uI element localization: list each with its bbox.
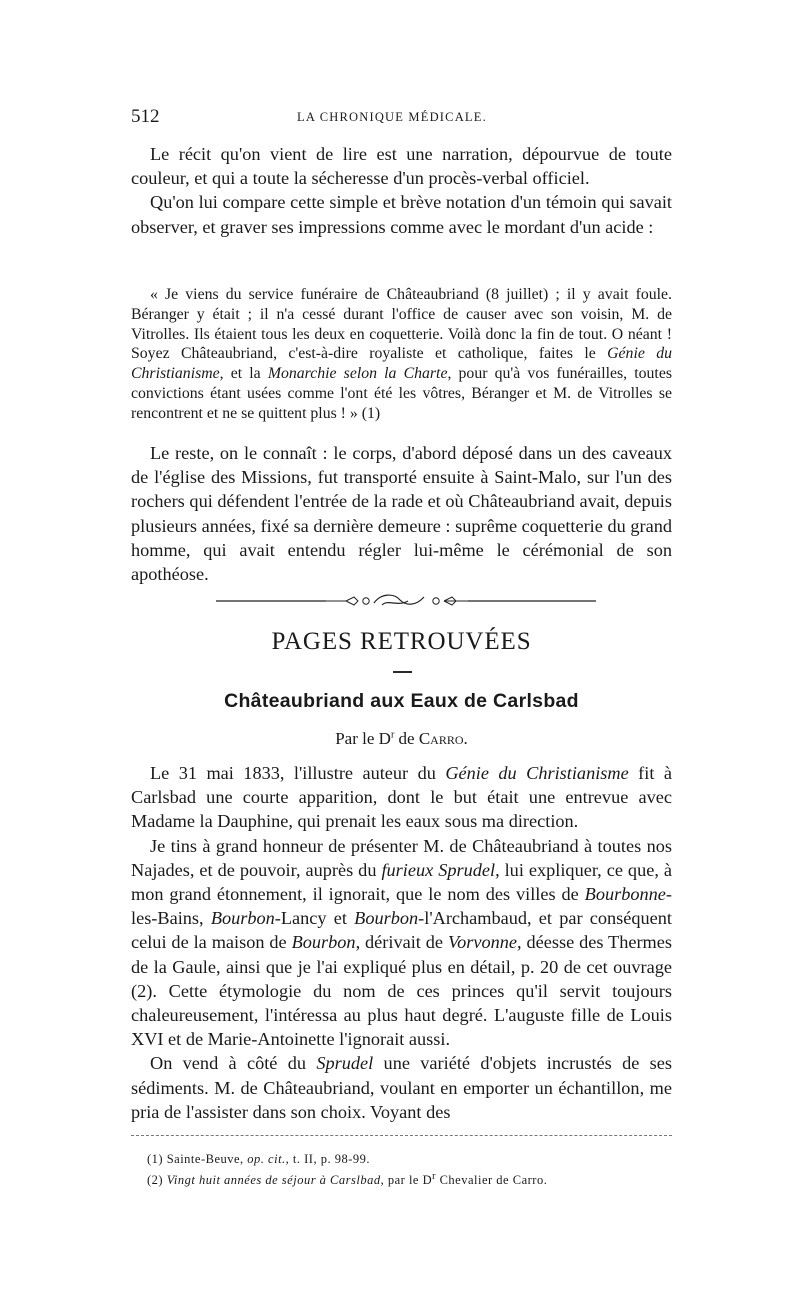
footnote-2-text-end: Chevalier de Carro.: [435, 1173, 548, 1188]
article-paragraph-1: [131, 761, 672, 834]
footnote-rule: [131, 1135, 672, 1136]
footnote-2: [147, 1168, 672, 1189]
section-title: PAGES RETROUVÉES: [271, 628, 532, 655]
quote-title-monarchie: Monarchie selon la Charte: [267, 365, 448, 383]
running-title: LA CHRONIQUE MÉDICALE.: [297, 110, 487, 124]
article-paragraph-3: [131, 1051, 672, 1124]
byline-author: Carro.: [418, 729, 468, 748]
footnote-2-text: , par le D: [380, 1173, 433, 1188]
byline-prefix: Par le D: [335, 729, 391, 748]
article-p2-italic-bourbon-2: Bourbon: [354, 908, 419, 929]
byline-mid: de: [394, 729, 419, 748]
article-p2-text-c: , lui expliquer, ce que, à mon grand étonnement, il ignorait, que le nom des villes de: [131, 859, 672, 905]
footnote-2-sup: r: [432, 1171, 436, 1182]
quote-text-3: , pour qu'à vos funérailles, toutes convictions étant usées comme l'ont été les vôtres, Béranger et M. de Vitrolles se rencontrent et ne se quittent plus ! » (1): [131, 365, 672, 422]
article-p2-italic-sprudel: furieux Sprudel: [381, 859, 496, 880]
article-p2-text-m: , déesse des Thermes de la Gaule, ainsi que je l'ai expliqué plus en détail, p. 20 de cet ouvrage (2). Cette étymologie du nom de ces princes qu'il servit toujours chaleureusement, l'intéressa au plus haut degré. L'auguste fille de Louis XVI et de Marie-Antoinette l'ignorait aussi.: [131, 932, 672, 1050]
intro-paragraph-2: Qu'on lui compare cette simple et brève notation d'un témoin qui savait observer, et graver ses impressions comme avec le mordant d'un acide :: [131, 192, 672, 237]
footnote-1-text-end: , t. II, p. 98-99.: [285, 1152, 371, 1166]
footnote-1-text: Sainte-Beuve,: [163, 1152, 248, 1166]
byline-sup: r: [390, 729, 395, 741]
article-p2-text-k: , dérivait de: [355, 932, 448, 953]
running-header: [131, 106, 672, 130]
quote-text-2: , et la: [219, 365, 268, 383]
article-p2-italic-bourbon-3: Bourbon: [291, 932, 356, 953]
article-title: Châteaubriand aux Eaux de Carlsbad: [224, 690, 579, 712]
article-p2-italic-bourbonne: Bourbonne: [584, 884, 666, 905]
closing-text: [131, 441, 672, 586]
quote-paragraph: [131, 285, 672, 424]
article-p3-italic-sprudel: Sprudel: [316, 1053, 374, 1074]
article-p2-text-a: Je tins à grand honneur de présenter M. de Châteaubriand à toutes nos Najades, et de pouvoir, auprès du: [131, 835, 672, 880]
page-number: 512: [131, 106, 160, 127]
article-p3-text-a: On vend à côté du: [150, 1053, 317, 1074]
article-text: [131, 761, 672, 1124]
closing-paragraph: Le reste, on le connaît : le corps, d'abord déposé dans un des caveaux de l'église des Missions, fut transporté ensuite à Saint-Malo, sur l'un des rochers qui défendent l'entrée de la rade et où Châteaubriand avait, depuis plusieurs années, fixé sa dernière demeure : suprême coquetterie du grand homme, qui avait entendu régler lui-même le cérémonial de son apothéose.: [131, 443, 672, 585]
footnote-1: [147, 1150, 672, 1168]
footnotes: [147, 1150, 672, 1189]
intro-text: [131, 142, 672, 239]
title-dash: [393, 671, 412, 673]
footnote-1-italic: op. cit.: [247, 1152, 286, 1166]
quote-text-1: « Je viens du service funéraire de Châteaubriand (8 juillet) ; il y avait foule. Béranger y était ; il n'a cessé durant l'office de causer avec son voisin, M. de Vitrolles. Ils étaient tous les deux en coquetterie. Voilà donc la fin de tout. O néant ! Soyez Châteaubriand, c'est-à-dire royaliste et catholique, faites le: [131, 286, 672, 363]
footnote-1-number: (1): [147, 1152, 164, 1166]
article-p3-text-c: une variété d'objets incrustés de ses sédiments. M. de Châteaubriand, voulant en emporter un échantillon, me pria de l'assister dans son choix. Voyant des: [131, 1053, 672, 1122]
article-p2-italic-vorvonne: Vorvonne: [447, 932, 517, 953]
footnote-2-italic: Vingt huit années de séjour à Carslbad: [163, 1173, 381, 1188]
quotation: [131, 285, 672, 424]
article-p2-text-i: -l'Archambaud, et par conséquent celui de la maison de: [131, 908, 672, 953]
article-paragraph-2: [131, 834, 672, 1052]
article-p1-italic: Génie du Christianisme: [445, 763, 629, 783]
quote-title-genie: Génie du Christianisme: [131, 345, 673, 383]
byline: [131, 729, 672, 749]
article-p1-text-end: fit à Carlsbad une courte apparition, dont le but était une entrevue avec Madame la Dauphine, qui prenait les eaux sous ma direction.: [131, 763, 672, 832]
article-p1-text: Le 31 mai 1833, l'illustre auteur du: [150, 763, 446, 783]
ornament-divider: [216, 591, 596, 611]
article-p2-italic-bourbon-1: Bourbon: [210, 908, 275, 929]
intro-paragraph-1: Le récit qu'on vient de lire est une narration, dépourvue de toute couleur, et qui a toute la sécheresse d'un procès-verbal officiel.: [131, 144, 672, 189]
article-p2-text-g: -Lancy et: [274, 908, 355, 929]
article-p2-text-e: -les-Bains,: [131, 884, 672, 929]
footnote-2-number: (2): [147, 1173, 164, 1188]
